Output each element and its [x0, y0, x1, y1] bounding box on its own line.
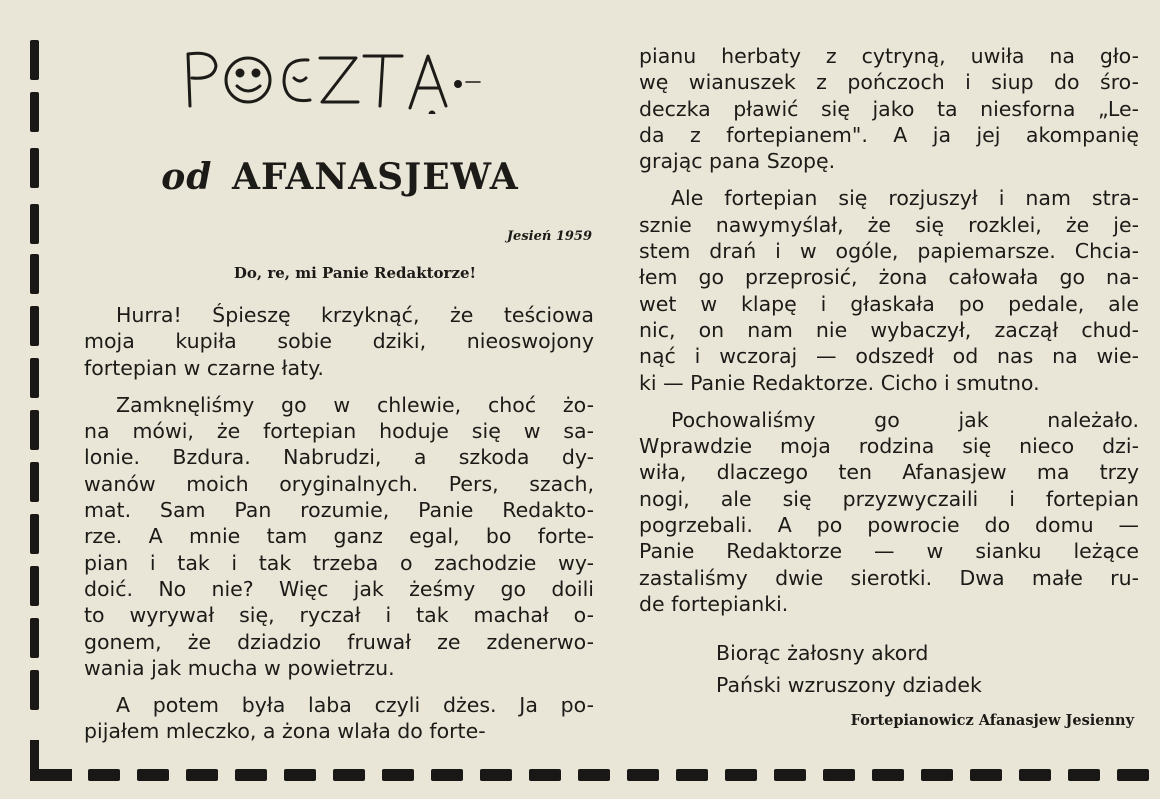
text-line: nic, on nam nie wybaczył, zaczął chud-: [639, 317, 1139, 342]
paragraph: [639, 407, 1139, 617]
text-line: na mówi, że fortepian hoduje się w sa-: [84, 419, 594, 444]
text-line: łem go przeprosić, żona całowała go na-: [639, 265, 1139, 290]
border-dash: [1019, 769, 1051, 781]
paragraph: [639, 185, 1139, 395]
border-dash: [725, 769, 757, 781]
border-dash: [480, 769, 512, 781]
closing-line: Pański wzruszony dziadek: [716, 673, 982, 697]
text-line: wiła, dlaczego ten Afanasjew ma trzy: [639, 460, 1139, 485]
border-dash: [30, 204, 39, 244]
text-line: doić. No nie? Więc jak żeśmy go doili: [84, 576, 594, 601]
text-line: deczka pławić się jako ta niesforna „Le-: [639, 96, 1139, 121]
text-line: Ale fortepian się rozjuszył i nam stra-: [671, 186, 1139, 211]
text-line: Hurra! Śpieszę krzyknąć, że teściowa: [116, 303, 594, 327]
headline-name: AFANASJEWA: [232, 156, 519, 198]
border-dash: [88, 769, 120, 781]
text-line: A potem była laba czyli dżes. Ja po-: [116, 693, 594, 718]
text-line: moja kupiła sobie dziki, nieoswojony: [84, 329, 594, 354]
text-line: wę wianuszek z pończoch i siup do śro-: [639, 70, 1139, 95]
border-dash: [235, 769, 267, 781]
paragraph-gap: [84, 381, 594, 392]
paragraph-gap: [84, 681, 594, 692]
text-line: pogrzebali. A po powrocie do domu —: [639, 513, 1139, 538]
text-line: sznie nawymyślał, że się rozklei, że je-: [639, 212, 1139, 237]
border-dash: [30, 410, 39, 450]
right-text-column: [639, 43, 1139, 617]
text-line: nąć i wczoraj — odszedł od nas na wie-: [639, 344, 1139, 369]
border-dash: [137, 769, 169, 781]
salutation: Do, re, mi Panie Redaktorze!: [233, 264, 477, 282]
border-dash: [578, 769, 610, 781]
text-line: fortepian w czarne łaty.: [84, 355, 324, 380]
paragraph: [84, 392, 594, 681]
dateline: Jesień 1959: [506, 229, 592, 244]
border-dash: [921, 769, 953, 781]
border-dash: [970, 769, 1002, 781]
text-line: Zamknęliśmy go w chlewie, choć żo-: [116, 392, 594, 417]
text-line: grając pana Szopę.: [639, 149, 836, 174]
text-line: da z fortepianem". A ja jej akompanię: [639, 122, 1139, 147]
border-dash: [872, 769, 904, 781]
border-dash: [431, 769, 463, 781]
border-dash: [30, 254, 39, 294]
paragraph: [639, 43, 1139, 174]
text-line: Panie Redaktorze — w sianku leżące: [639, 539, 1139, 564]
left-text-column: [84, 302, 594, 745]
border-dash: [30, 40, 39, 80]
border-dash: [823, 769, 855, 781]
headline-od: od: [161, 156, 213, 198]
border-dash: [676, 769, 708, 781]
paragraph: [84, 692, 594, 745]
border-dash: [627, 769, 659, 781]
border-dash: [30, 92, 39, 132]
poczta-logo: [180, 44, 500, 118]
text-line: pianu herbaty z cytryną, uwiła na gło-: [639, 44, 1139, 68]
paragraph-gap: [639, 396, 1139, 407]
border-dash: [186, 769, 218, 781]
border-dash: [382, 769, 414, 781]
text-line: gonem, że dziadzio fruwał ze zdenerwo-: [84, 629, 594, 654]
text-line: to wyrywał się, ryczał i tak machał o-: [84, 603, 594, 628]
closing-block: [716, 637, 982, 701]
border-dash: [1117, 769, 1149, 781]
text-line: wania jak mucha w powietrzu.: [84, 655, 395, 680]
signature: Fortepianowicz Afanasjew Jesienny: [850, 712, 1134, 729]
text-line: lonie. Bzdura. Nabrudzi, a szkoda dy-: [84, 445, 594, 470]
text-line: Wprawdzie moja rodzina się nieco dzi-: [639, 434, 1139, 459]
text-line: pian i tak i tak trzeba o zachodzie wy-: [84, 550, 594, 575]
closing-line: Biorąc żałosny akord: [716, 641, 929, 665]
text-line: zastaliśmy dwie sierotki. Dwa małe ru-: [639, 565, 1139, 590]
border-dash: [333, 769, 365, 781]
border-dash: [30, 618, 39, 658]
border-dash: [774, 769, 806, 781]
border-dash: [30, 670, 39, 710]
text-line: nogi, ale się przyzwyczaili i fortepian: [639, 486, 1139, 511]
paragraph: [84, 302, 594, 381]
text-line: ki — Panie Redaktorze. Cicho i smutno.: [639, 370, 1040, 395]
border-dash: [30, 462, 39, 502]
text-line: pijałem mleczko, a żona wlała do forte-: [84, 719, 486, 744]
border-dash: [1068, 769, 1100, 781]
border-dash: [30, 358, 39, 398]
headline: [0, 156, 680, 198]
text-line: Pochowaliśmy go jak należało.: [671, 407, 1139, 432]
paragraph-gap: [639, 174, 1139, 185]
border-dash: [284, 769, 316, 781]
text-line: wet w klapę i głaskała po pedale, ale: [639, 291, 1139, 316]
text-line: de fortepianki.: [639, 591, 789, 616]
border-dash: [529, 769, 561, 781]
border-dash: [30, 306, 39, 346]
border-dash: [30, 566, 39, 606]
text-line: wanów moich oryginalnych. Pers, szach,: [84, 471, 594, 496]
text-line: rze. A mnie tam ganz egal, bo forte-: [84, 524, 594, 549]
border-corner: [30, 769, 72, 781]
text-line: mat. Sam Pan rozumie, Panie Redakto-: [84, 498, 594, 523]
border-dash: [30, 514, 39, 554]
text-line: stem drań i w ogóle, papiemarsze. Chcia-: [639, 239, 1139, 264]
